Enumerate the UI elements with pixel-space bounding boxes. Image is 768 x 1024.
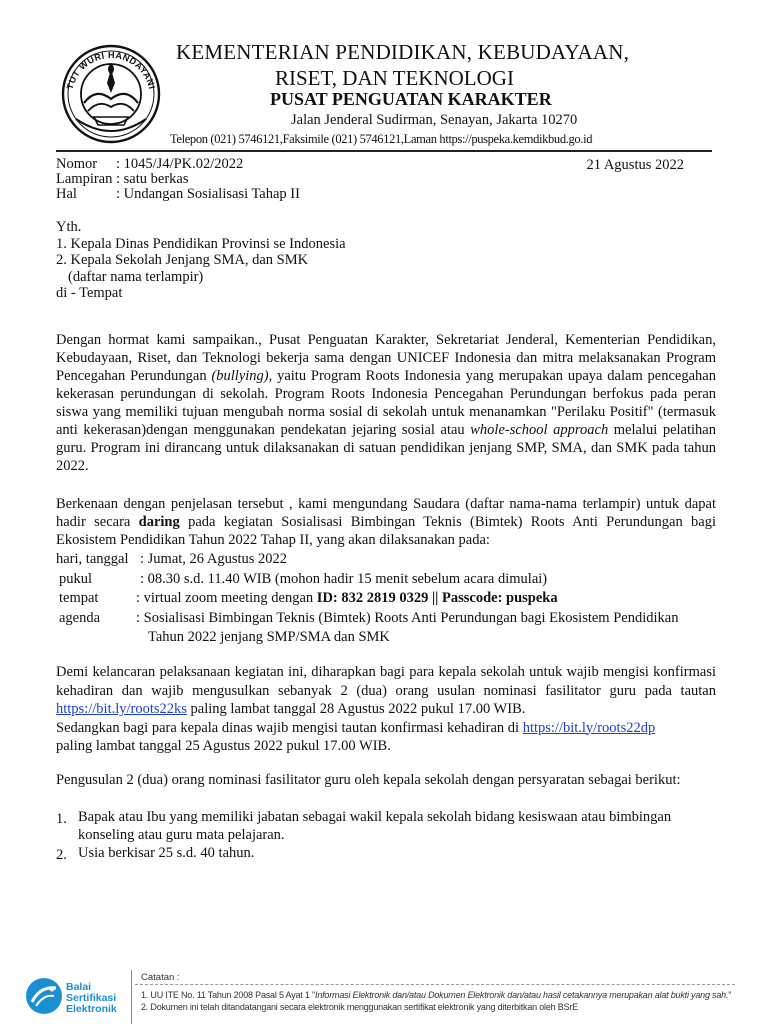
list-item (56, 808, 716, 844)
para2-bold-daring: daring (138, 514, 180, 530)
event-row-date (56, 550, 726, 570)
paragraph-text (56, 495, 716, 549)
paragraph-text (56, 331, 716, 475)
hal-label: Hal (56, 186, 77, 202)
recipient-yth: Yth. (56, 219, 82, 235)
footer-notes-label: Catatan : (141, 972, 180, 983)
event-row-agenda (56, 609, 726, 629)
letter-meta (56, 157, 476, 202)
event-date-label: hari, tanggal (56, 551, 129, 567)
note1-prefix: 1. UU ITE No. 11 Tahun 2008 Pasal 5 Ayat 1 " (141, 990, 316, 1000)
bsre-line-3: Elektronik (66, 1003, 117, 1015)
footer-note-2: 2. Dokumen ini telah ditandatangani secara elektronik menggunakan sertifikat elektronik yang diterbitkan oleh BSrE (141, 1002, 578, 1012)
paragraph-text (56, 663, 716, 719)
lampiran-value: : satu berkas (116, 171, 189, 187)
meta-hal (56, 187, 476, 202)
letterhead-contact: Telepon (021) 5746121,Faksimile (021) 5746121,Laman https://puspeka.kemdikbud.go.id (170, 132, 593, 146)
body-paragraph-4 (56, 772, 716, 790)
nomor-label: Nomor (56, 156, 98, 172)
event-row-place (56, 589, 726, 609)
recipient-block (56, 219, 346, 302)
logo-motto: TUT WURI HANDAYANI (64, 49, 158, 91)
body-paragraph-3 (56, 663, 716, 756)
body-paragraph-1 (56, 331, 716, 475)
recipient-1: 1. Kepala Dinas Pendidikan Provinsi se Indonesia (56, 235, 346, 252)
list-item-text: Usia berkisar 25 s.d. 40 tahun. (78, 845, 255, 861)
para1-text-a: Dengan hormat kami sampaikan., Pusat Penguatan Karakter, Sekretariat Jenderal, Kementerian Pendidikan, Kebudayaan, Riset, dan Teknologi bekerja sama dengan UNICEF Indonesia dan mitra melaksanakan Program Pencegahan Perundungan (56, 332, 716, 384)
hal-value: : Undangan Sosialisasi Tahap II (116, 186, 300, 202)
paragraph-text-3 (56, 737, 716, 756)
event-row-time (56, 570, 726, 590)
para1-italic-approach: whole-school approach (470, 422, 609, 438)
event-place-prefix: : virtual zoom meeting dengan (136, 590, 317, 606)
note1-suffix: " (728, 990, 732, 1000)
bsre-line-1: Balai (66, 981, 92, 993)
footer-divider (131, 970, 132, 1024)
para1-text-c: , yaitu Program Roots Indonesia yang merupakan upaya dalam pencegahan kekerasan perundungan di sekolah. Program Roots Indonesia Pencegahan Perundungan berfokus pada peran siswa yang memiliki tujuan mengubah norma sosial di sekolah untuk menanamkan "Perilaku Positif" (termasuk anti kekerasan)dengan menggunakan pendekatan jejaring sosial atau (56, 368, 716, 438)
event-details (56, 550, 726, 648)
event-time-label: pukul (59, 570, 93, 587)
event-agenda-label: agenda (59, 609, 101, 626)
letterhead-address: Jalan Jenderal Sudirman, Senayan, Jakarta 10270 (291, 112, 578, 128)
bsre-wordmark (66, 982, 117, 1015)
zoom-meeting-id: ID: 832 2819 0329 || Passcode: puspeka (316, 590, 558, 606)
para2-text-a: Berkenaan dengan penjelasan tersebut , kami mengundang Saudara (daftar nama-nama terlampir) untuk dapat hadir secara (56, 496, 716, 530)
body-paragraph-2 (56, 495, 716, 549)
paragraph-text-2 (56, 719, 716, 738)
para3-text-c: Sedangkan bagi para kepala dinas wajib mengisi tautan konfirmasi kehadiran di (56, 719, 523, 736)
para3-text-d: paling lambat tanggal 25 Agustus 2022 pukul 17.00 WIB. (56, 738, 391, 754)
letterhead-ministry-cont: RISET, DAN TEKNOLOGI (275, 66, 514, 90)
list-item-number: 2. (56, 847, 67, 863)
requirements-intro: Pengusulan 2 (dua) orang nominasi fasilitator guru oleh kepala sekolah dengan persyaratan sebagai berikut: (56, 772, 681, 788)
bsre-line-2: Sertifikasi (66, 992, 117, 1004)
recipient-place: di - Tempat (56, 285, 123, 301)
list-item (56, 844, 716, 862)
ministry-logo (54, 37, 168, 145)
recipient-note: (daftar nama terlampir) (68, 268, 204, 285)
list-item-text: Bapak atau Ibu yang memiliki jabatan sebagai wakil kepala sekolah bidang kesiswaan atau bimbingan konseling atau guru mata pelajaran. (78, 809, 672, 843)
letterhead-unit: PUSAT PENGUATAN KARAKTER (270, 89, 552, 109)
event-agenda-value: : Sosialisasi Bimbingan Teknis (Bimtek) Roots Anti Perundungan bagi Ekosistem Pendidikan (136, 609, 679, 626)
para1-italic-bullying: (bullying) (211, 368, 269, 384)
recipient-2: 2. Kepala Sekolah Jenjang SMA, dan SMK (56, 252, 309, 268)
event-place-value (136, 589, 558, 609)
bsre-logo-icon (24, 976, 64, 1016)
letterhead-ministry: KEMENTERIAN PENDIDIKAN, KEBUDAYAAN, (176, 40, 630, 64)
event-place-label: tempat (59, 590, 99, 606)
list-item-number: 1. (56, 811, 67, 827)
lampiran-label: Lampiran (56, 171, 113, 187)
agency-form-link[interactable]: https://bit.ly/roots22dp (522, 719, 656, 736)
letterhead-divider (56, 150, 712, 152)
school-form-link[interactable]: https://bit.ly/roots22ks (56, 701, 187, 717)
para3-text-b: paling lambat tanggal 28 Agustus 2022 pukul 17.00 WIB. (186, 701, 526, 717)
requirements-list (56, 808, 716, 862)
footer-note-1 (141, 990, 731, 1000)
note1-quote: Informasi Elektronik dan/atau Dokumen Elektronik dan/atau hasil cetakannya merupakan alat bukti yang sah. (315, 990, 729, 1000)
event-date-value: : Jumat, 26 Agustus 2022 (140, 551, 288, 567)
event-row-agenda-cont (56, 628, 726, 648)
para2-text-c: pada kegiatan Sosialisasi Bimbingan Teknis (Bimtek) Roots Anti Perundungan bagi Ekosistem Pendidikan Tahun 2022 Tahap II, yang akan dilaksanakan pada: (56, 514, 716, 548)
para3-text-a: Demi kelancaran pelaksanaan kegiatan ini, diharapkan bagi para kepala sekolah untuk wajib mengisi konfirmasi kehadiran dan wajib mengusulkan sebanyak 2 (dua) orang usulan nominasi fasilitator guru pada tautan (56, 664, 716, 699)
meta-nomor (56, 157, 476, 172)
letter-date: 21 Agustus 2022 (586, 157, 684, 173)
event-agenda-value-cont: Tahun 2022 jenjang SMP/SMA dan SMK (148, 629, 390, 645)
footer-dashed-rule (135, 984, 735, 985)
para1-text-e: melalui pelatihan guru. Program ini dirancang untuk dilaksanakan di satuan pendidikan jenjang SMP, SMA, dan SMK pada tahun 2022. (56, 422, 716, 474)
nomor-value: : 1045/J4/PK.02/2022 (116, 156, 244, 172)
event-time-value: : 08.30 s.d. 11.40 WIB (mohon hadir 15 menit sebelum acara dimulai) (140, 570, 548, 587)
meta-lampiran (56, 172, 476, 187)
